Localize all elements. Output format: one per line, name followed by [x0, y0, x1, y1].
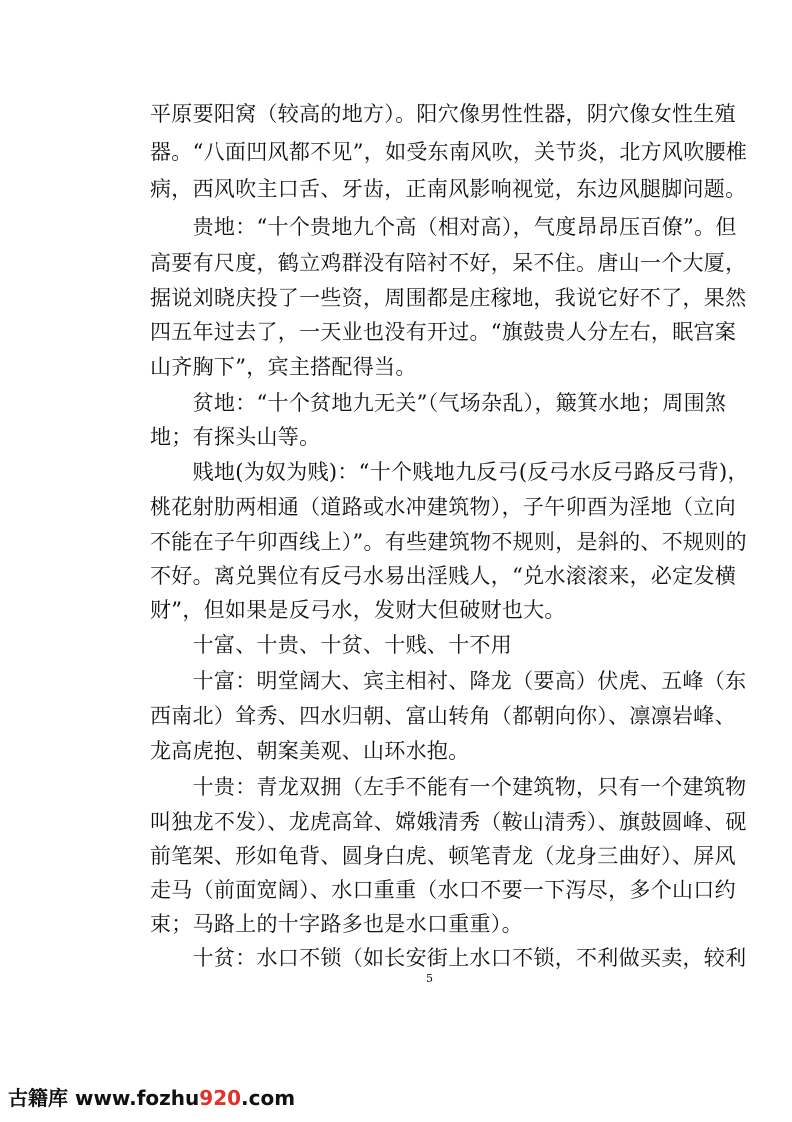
text-line: 山齐胸下”，宾主搭配得当。	[150, 355, 417, 379]
text-line: 据说刘晓庆投了一些资，周围都是庄稼地，我说它好不了，果然	[150, 286, 747, 310]
watermark-prefix: 古籍库 www.fozhu	[8, 1086, 200, 1110]
page-number: 5	[426, 972, 433, 985]
site-watermark	[8, 1086, 295, 1110]
text-line: 器。“八面凹风都不见”，如受东南风吹，关节炎，北方风吹腰椎	[150, 140, 748, 164]
text-line: 财”，但如果是反弓水，发财大但破财也大。	[150, 598, 566, 622]
text-line: 前笔架、形如龟背、圆身白虎、顿笔青龙（龙身三曲好）、屏风	[150, 844, 736, 868]
watermark-accent: 920	[199, 1086, 242, 1110]
text-line: 西南北）耸秀、四水归朝、富山转角（都朝向你）、凛凛岩峰、	[150, 704, 736, 728]
section-heading: 十富、十贵、十贫、十贱、十不用	[150, 633, 513, 657]
text-line: 十富：明堂阔大、宾主相衬、降龙（要高）伏虎、五峰（东	[150, 669, 747, 693]
text-line: 不好。离兑巽位有反弓水易出淫贱人，“兑水滚滚来，必定发横	[150, 564, 737, 588]
text-line: 叫独龙不发）、龙虎高耸、嫦娥清秀（鞍山清秀）、旗鼓圆峰、砚	[150, 810, 747, 834]
text-line: 不能在子午卯酉线上）”。有些建筑物不规则，是斜的、不规则的	[150, 530, 747, 554]
watermark-suffix: .com	[241, 1086, 296, 1110]
text-line: 地；有探头山等。	[150, 425, 321, 449]
text-line: 走马（前面宽阔）、水口重重（水口不要一下泻尽，多个山口约	[150, 878, 736, 902]
text-line: 龙高虎抱、朝案美观、山环水抱。	[150, 739, 470, 763]
text-line: 平原要阳窝（较高的地方）。阳穴像男性性器，阴穴像女性生殖	[150, 102, 736, 126]
text-line: 束；马路上的十字路多也是水口重重）。	[150, 912, 523, 936]
text-line: 桃花射肋两相通（道路或水冲建筑物），子午卯酉为淫地（立向	[150, 495, 736, 519]
text-line: 病，西风吹主口舌、牙齿，正南风影响视觉，东边风腿脚问题。	[150, 177, 747, 201]
text-line: 高要有尺度，鹤立鸡群没有陪衬不好，呆不住。唐山一个大厦，	[150, 251, 747, 275]
text-line: 四五年过去了，一天业也没有开过。“旗鼓贵人分左右，眠宫案	[150, 320, 737, 344]
text-line: 贵地：“十个贵地九个高（相对高），气度昂昂压百僚”。但	[150, 215, 737, 239]
text-line: 贱地(为奴为贱)：“十个贱地九反弓(反弓水反弓路反弓背)，	[150, 460, 749, 484]
text-line: 十贫：水口不锁（如长安街上水口不锁，不利做买卖，较利	[150, 946, 747, 970]
text-line: 十贵：青龙双拥（左手不能有一个建筑物，只有一个建筑物	[150, 775, 747, 799]
text-line: 贫地：“十个贫地九无关”（气场杂乱），簸箕水地；周围煞	[150, 391, 727, 415]
